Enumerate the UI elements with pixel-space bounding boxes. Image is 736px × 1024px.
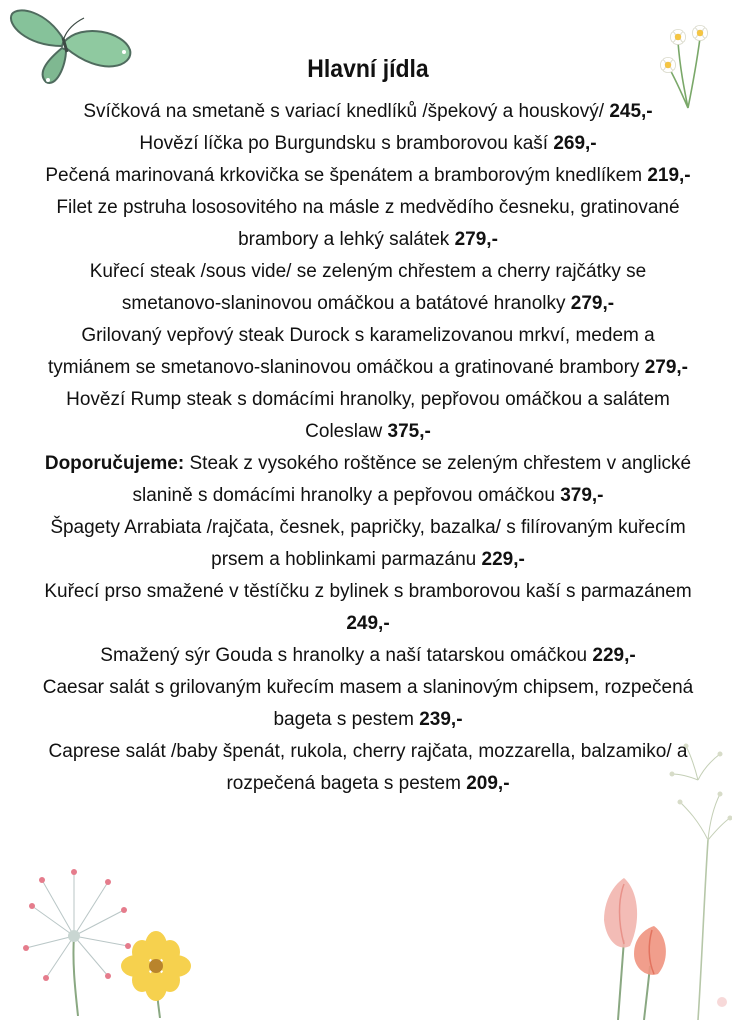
menu-item: [40, 672, 696, 736]
dish-price: 269,-: [553, 133, 597, 154]
tulip-flowers-illustration: [596, 870, 676, 1020]
dish-price: 239,-: [419, 709, 463, 730]
menu-item: [40, 576, 696, 640]
dish-price: 379,-: [560, 485, 604, 506]
menu-item: [40, 736, 696, 800]
dish-price: 229,-: [592, 645, 636, 666]
dish-description: Filet ze pstruha lososovitého na másle z medvědího česneku, gratinované brambory a lehký salátek: [56, 197, 680, 250]
dish-description: Steak z vysokého roštěnce se zeleným chřestem v anglické slanině s domácími hranolky a pepřovou omáčkou: [132, 453, 692, 506]
menu-item-recommended: [40, 448, 696, 512]
menu-item: [40, 160, 696, 192]
dish-description: Grilovaný vepřový steak Durock s karamelizovanou mrkví, medem a tymiánem se smetanovo-slaninovou omáčkou a gratinované brambory: [47, 325, 655, 378]
dish-description: Hovězí Rump steak s domácími hranolky, pepřovou omáčkou a salátem Coleslaw: [66, 389, 670, 442]
dish-price: 279,-: [570, 293, 615, 314]
dish-price: 249,-: [346, 613, 390, 634]
dish-price: 219,-: [647, 165, 691, 186]
menu-item: [40, 128, 696, 160]
dish-description: Caesar salát s grilovaným kuřecím masem a slaninovým chipsem, rozpečená bageta s pestem: [42, 677, 694, 730]
dish-description: Špagety Arrabiata /rajčata, česnek, papričky, bazalka/ s filírovaným kuřecím prsem a hoblinkami parmazánu: [50, 517, 686, 570]
menu-item: [40, 192, 696, 256]
dish-price: 279,-: [454, 229, 498, 250]
recommendation-label: Doporučujeme:: [44, 453, 185, 474]
menu-item: [40, 320, 696, 384]
dish-description: Pečená marinovaná krkovička se špenátem a bramborovým knedlíkem: [45, 165, 648, 186]
menu-item: [40, 96, 696, 128]
dish-description: Caprese salát /baby špenát, rukola, cherry rajčata, mozzarella, balzamiko/ a rozpečená bageta s pestem: [48, 741, 688, 794]
menu-item: [40, 640, 696, 672]
menu-item: [40, 256, 696, 320]
dish-description: Svíčková na smetaně s variací knedlíků /špekový a houskový/: [83, 101, 610, 122]
dish-price: 279,-: [644, 357, 688, 378]
dish-description: Kuřecí steak /sous vide/ se zeleným chřestem a cherry rajčátky se smetanovo-slaninovou omáčkou a batátové hranolky: [89, 261, 647, 314]
page-title: Hlavní jídla: [307, 55, 429, 83]
dish-description: Hovězí líčka po Burgundsku s bramborovou kaší: [139, 133, 554, 154]
dish-price: 209,-: [466, 773, 510, 794]
menu-item: [40, 512, 696, 576]
menu-item: [40, 384, 696, 448]
dish-price: 245,-: [609, 101, 653, 122]
yellow-flower-illustration: [116, 928, 196, 1018]
dish-price: 229,-: [481, 549, 525, 570]
menu-list: [40, 96, 696, 800]
dish-description: Smažený sýr Gouda s hranolky a naší tatarskou omáčkou: [100, 645, 593, 666]
dish-description: Kuřecí prso smažené v těstíčku z bylinek s bramborovou kaší s parmazánem: [44, 581, 692, 602]
dish-price: 375,-: [387, 421, 431, 442]
